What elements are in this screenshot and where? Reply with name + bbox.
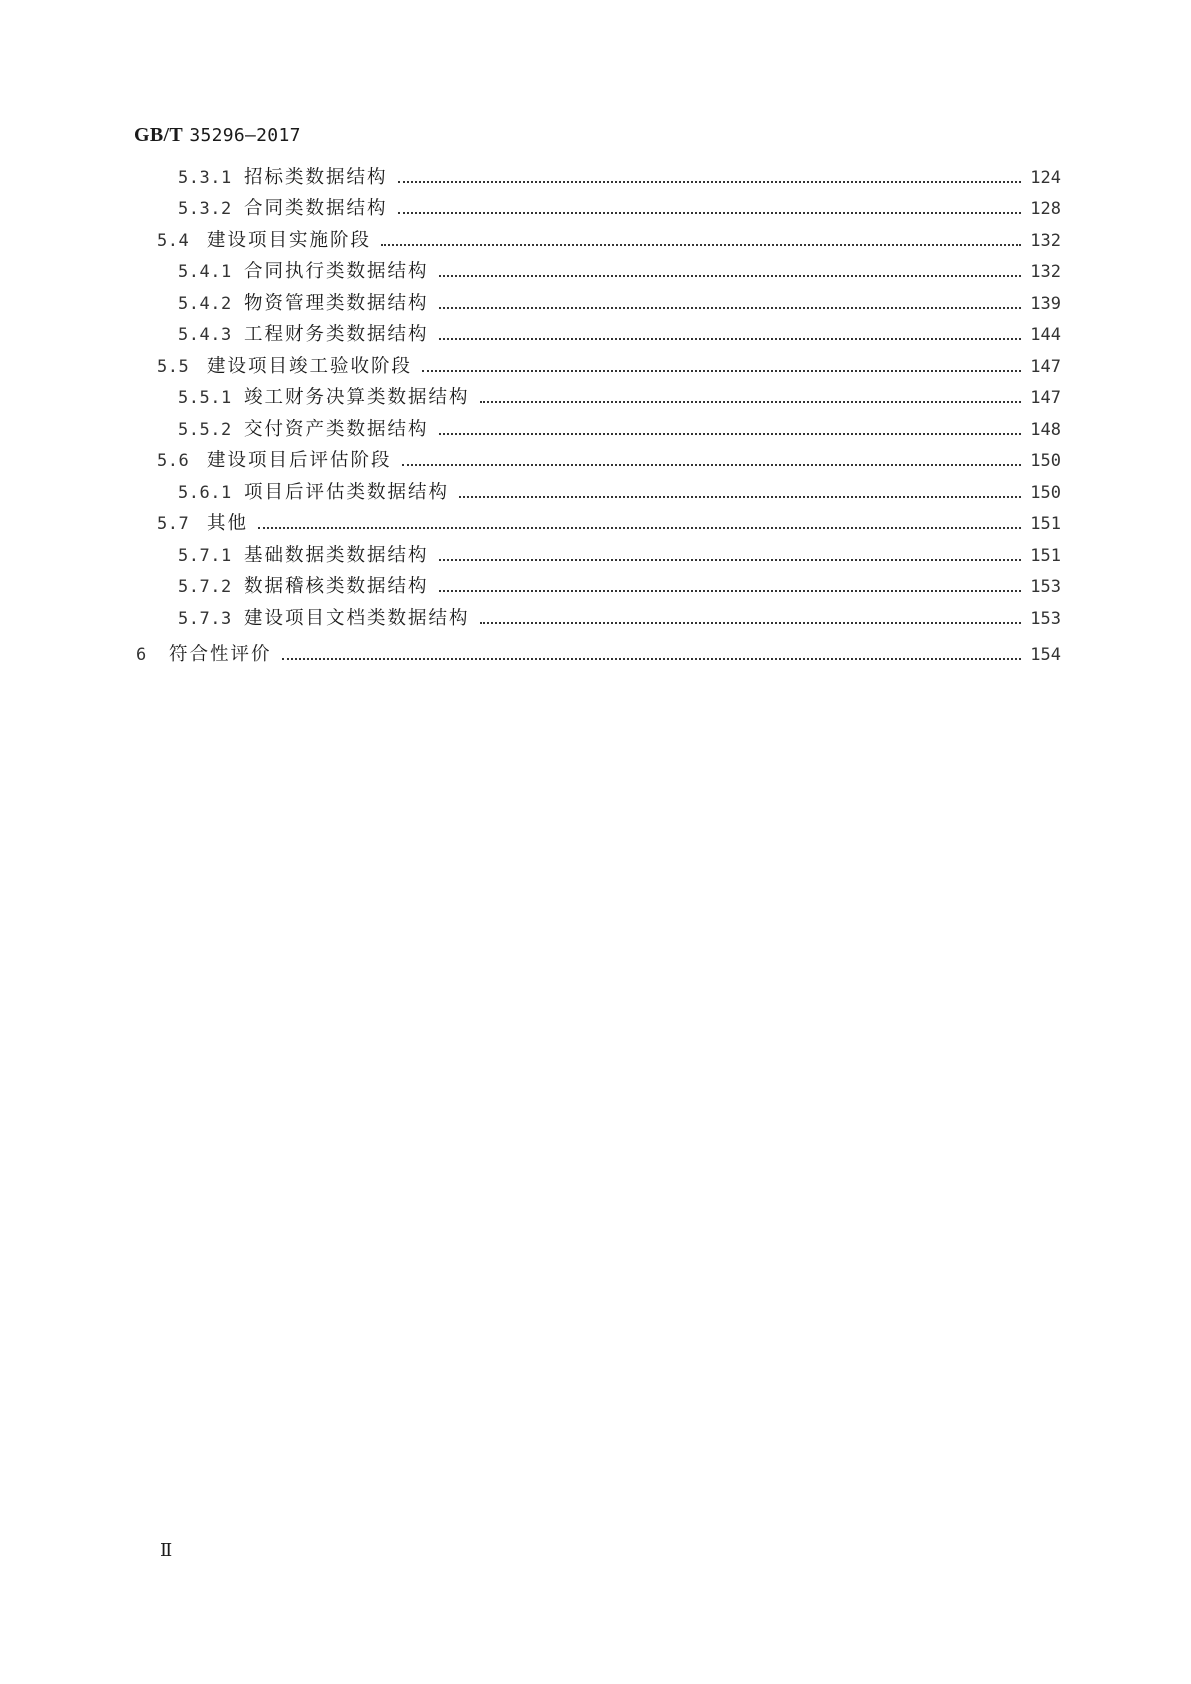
toc-entry[interactable] [178, 574, 1061, 600]
toc-entry[interactable] [178, 322, 1061, 348]
toc-entry-number: 5.7.2 [178, 577, 232, 597]
dot-leader [282, 658, 1021, 660]
toc-entry-number: 5.4.3 [178, 325, 232, 345]
toc-entry-page: 151 [1030, 546, 1061, 566]
toc-entry-title: 项目后评估类数据结构 [244, 482, 450, 503]
toc-entry-number: 5.5.1 [178, 388, 232, 408]
toc-entry-page: 139 [1030, 294, 1061, 314]
toc-entry[interactable] [178, 480, 1061, 506]
dot-leader [439, 590, 1021, 592]
dot-leader [439, 307, 1021, 309]
dot-leader [402, 464, 1021, 466]
toc-entry-title: 基础数据类数据结构 [244, 545, 429, 566]
dot-leader [439, 433, 1021, 435]
toc-entry-title: 交付资产类数据结构 [244, 419, 429, 440]
toc-entry[interactable] [178, 259, 1061, 285]
dot-leader [381, 244, 1021, 246]
toc-entry[interactable] [178, 196, 1061, 222]
toc-entry[interactable] [136, 642, 1061, 668]
dot-leader [439, 275, 1021, 277]
toc-entry-number: 5.4 [157, 231, 190, 251]
dot-leader [480, 622, 1021, 624]
toc-entry[interactable] [157, 228, 1061, 254]
dot-leader [398, 212, 1021, 214]
toc-entry-page: 151 [1030, 514, 1061, 534]
toc-entry[interactable] [178, 606, 1061, 632]
toc-entry-page: 132 [1030, 262, 1061, 282]
toc-entry-number: 5.4.2 [178, 294, 232, 314]
toc-entry[interactable] [178, 543, 1061, 569]
toc-entry-page: 132 [1030, 231, 1061, 251]
toc-entry[interactable] [178, 291, 1061, 317]
toc-entry-number: 5.6.1 [178, 483, 232, 503]
dot-leader [258, 527, 1021, 529]
toc-entry-page: 147 [1030, 357, 1061, 377]
toc-entry[interactable] [178, 165, 1061, 191]
toc-entry-number: 5.7.3 [178, 609, 232, 629]
toc-entry-title: 合同类数据结构 [244, 198, 388, 219]
toc-entry-number: 5.3.2 [178, 199, 232, 219]
toc-entry-number: 6 [136, 645, 147, 665]
toc-entry-number: 5.4.1 [178, 262, 232, 282]
toc-entry-title: 建设项目竣工验收阶段 [207, 356, 413, 377]
toc-entry-number: 5.7 [157, 514, 190, 534]
toc-entry-page: 148 [1030, 420, 1061, 440]
toc-entry-page: 153 [1030, 609, 1061, 629]
dot-leader [439, 338, 1021, 340]
toc-entry-page: 153 [1030, 577, 1061, 597]
toc-entry-page: 124 [1030, 168, 1061, 188]
toc-entry[interactable] [157, 511, 1061, 537]
toc-entry-page: 150 [1030, 483, 1061, 503]
dot-leader [459, 496, 1021, 498]
toc-entry-number: 5.3.1 [178, 168, 232, 188]
toc-entry-title: 其他 [207, 513, 249, 534]
dot-leader [439, 559, 1021, 561]
toc-entry-title: 招标类数据结构 [244, 167, 388, 188]
toc-entry-title: 建设项目实施阶段 [207, 230, 372, 251]
toc-entry-title: 建设项目文档类数据结构 [244, 608, 470, 629]
toc-entry[interactable] [157, 354, 1061, 380]
toc-entry-page: 144 [1030, 325, 1061, 345]
standard-prefix: GB/T [134, 124, 183, 146]
toc-entry-page: 147 [1030, 388, 1061, 408]
toc-entry-title: 工程财务类数据结构 [244, 324, 429, 345]
dot-leader [422, 370, 1021, 372]
toc-entry[interactable] [178, 417, 1061, 443]
toc-entry-title: 符合性评价 [169, 644, 272, 665]
dot-leader [480, 401, 1021, 403]
toc-entry-number: 5.7.1 [178, 546, 232, 566]
standard-number: 35296—2017 [189, 125, 301, 146]
toc-entry-number: 5.5 [157, 357, 190, 377]
toc-entry-title: 合同执行类数据结构 [244, 261, 429, 282]
toc-entry-number: 5.6 [157, 451, 190, 471]
toc-entry-page: 154 [1030, 645, 1061, 665]
toc-entry-title: 数据稽核类数据结构 [244, 576, 429, 597]
toc-entry-page: 150 [1030, 451, 1061, 471]
toc-entry-title: 建设项目后评估阶段 [207, 450, 392, 471]
page-number: Ⅱ [160, 1540, 173, 1560]
dot-leader [398, 181, 1021, 183]
toc-entry-title: 竣工财务决算类数据结构 [244, 387, 470, 408]
toc-entry-page: 128 [1030, 199, 1061, 219]
toc-entry-number: 5.5.2 [178, 420, 232, 440]
toc-entry[interactable] [178, 385, 1061, 411]
toc-entry-title: 物资管理类数据结构 [244, 293, 429, 314]
toc-entry[interactable] [157, 448, 1061, 474]
